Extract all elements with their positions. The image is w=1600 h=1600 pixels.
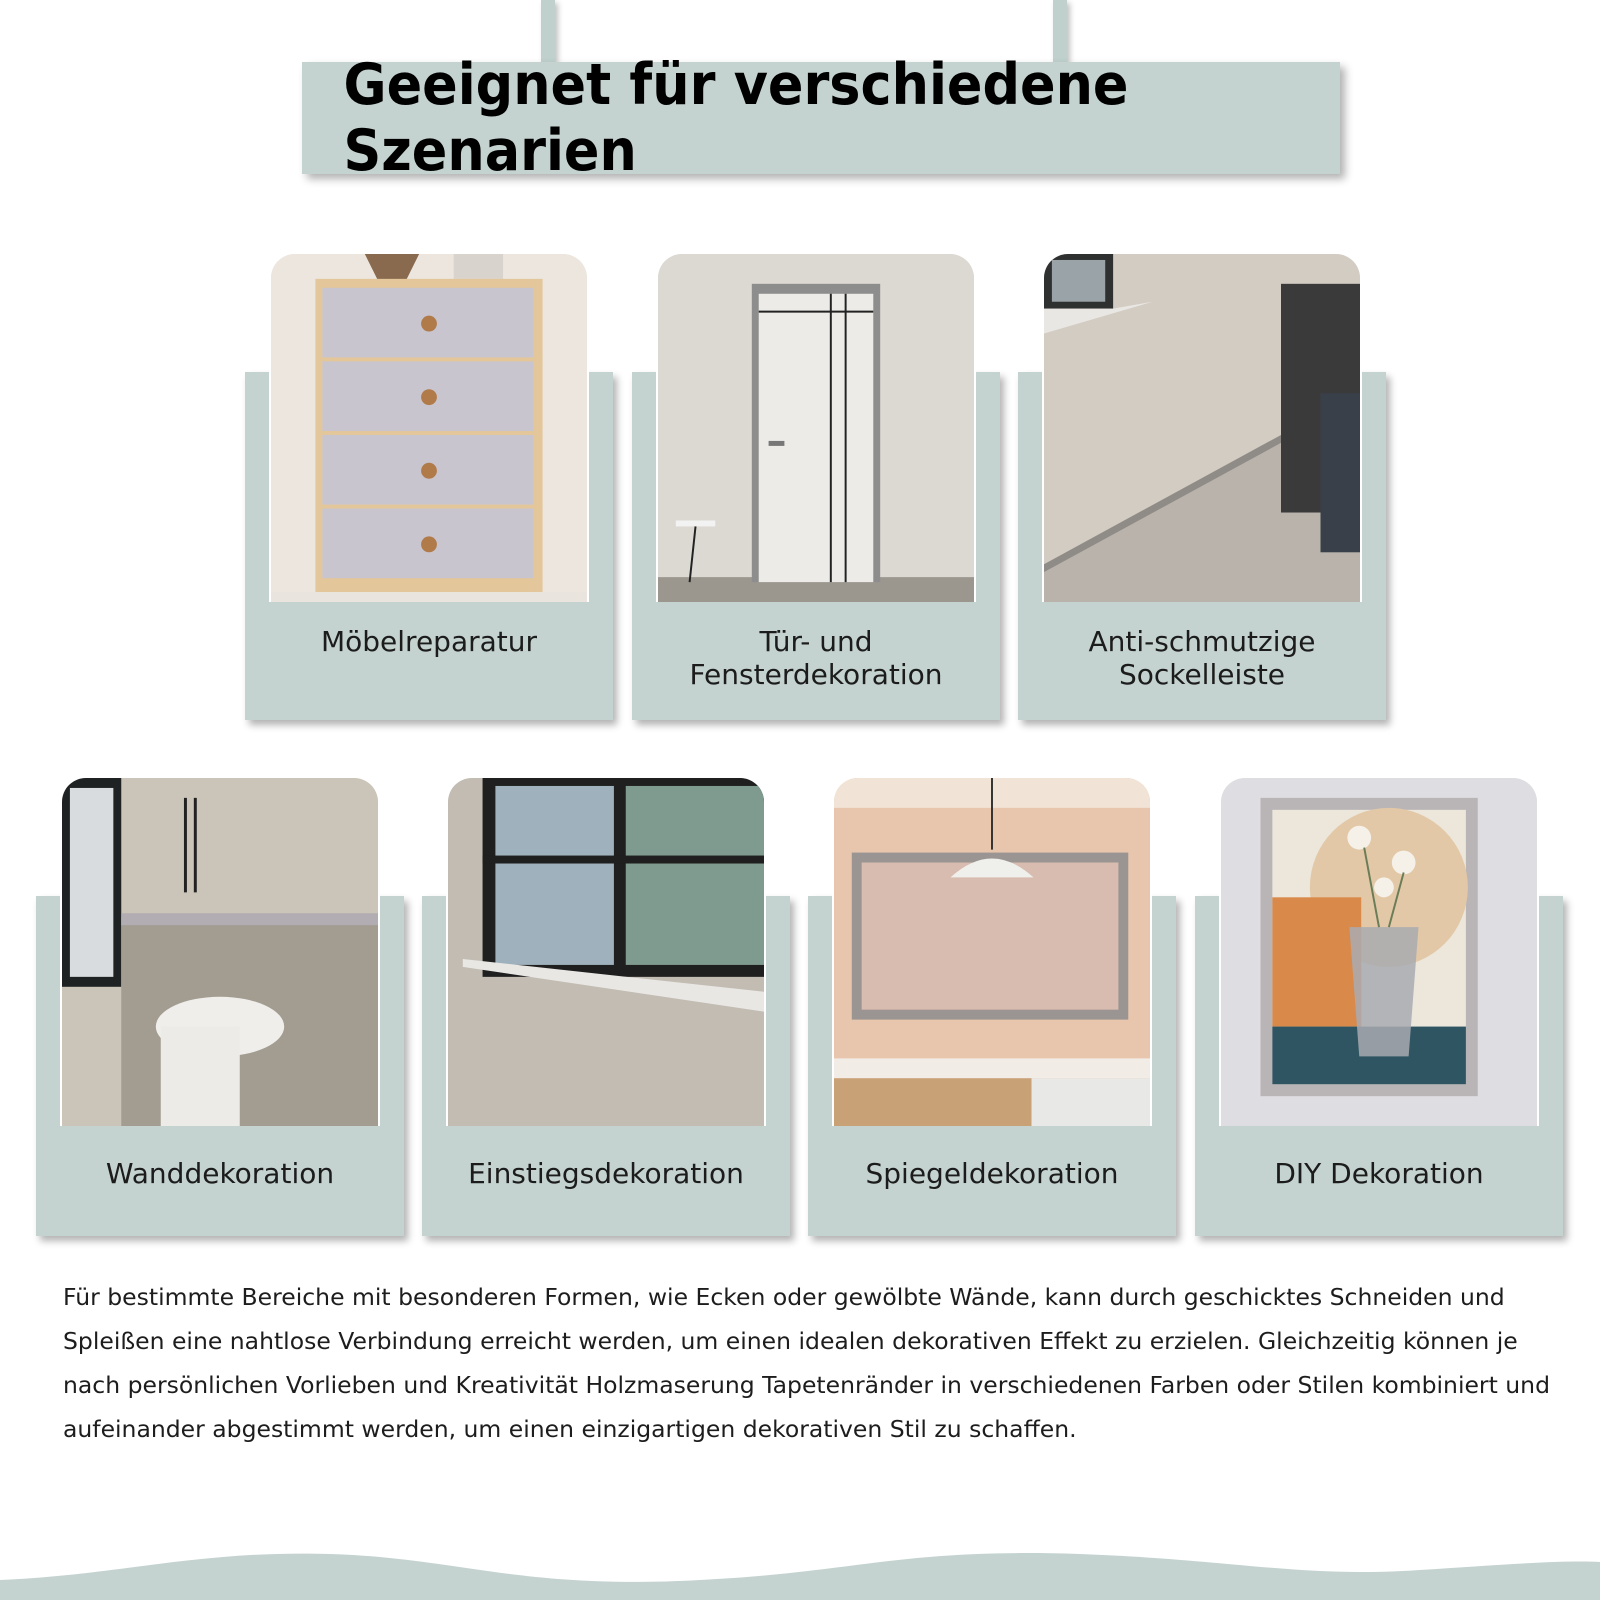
- description-paragraph: Für bestimmte Bereiche mit besonderen Formen, wie Ecken oder gewölbte Wände, kann durch geschicktes Schneiden und Spleißen eine nahtlose Verbindung erreicht werden, um einen idealen dekorativen Effekt zu erzielen. Gleichzeitig können je nach persönlichen Vorlieben und Kreativität Holzmaserung Tapetenränder in verschiedenen Farben oder Stilen kombiniert und aufeinander abgestimmt werden, um einen einzigartigen dekorativen Stil zu schaffen.: [63, 1283, 1550, 1443]
- scenario-label: Wanddekoration: [105, 1157, 335, 1190]
- bottom-wave-decoration: [0, 1520, 1600, 1600]
- scenario-label: Tür- und Fensterdekoration: [689, 625, 943, 691]
- scenario-card-baseboard: [1018, 252, 1386, 720]
- scenario-card-entry: [422, 776, 790, 1236]
- door-picture: [656, 252, 976, 602]
- scenario-label: DIY Dekoration: [1274, 1157, 1484, 1190]
- title-banner: [302, 52, 1340, 184]
- scenario-card-furniture: [245, 252, 613, 720]
- bathroom-wall-picture: [60, 776, 380, 1126]
- dresser-picture: [269, 252, 589, 602]
- scenario-label: Einstiegsdekoration: [468, 1157, 744, 1190]
- scenario-label: Möbelreparatur: [320, 625, 538, 658]
- baseboard-picture: [1042, 252, 1362, 602]
- window-sill-picture: [446, 776, 766, 1126]
- scenario-card-diy: [1195, 776, 1563, 1236]
- page-title: Geeignet für verschiedene Szenarien: [343, 52, 1129, 184]
- scenario-card-mirror: [808, 776, 1176, 1236]
- scenario-card-door-window: [632, 252, 1000, 720]
- scenario-label: Anti-schmutzige Sockelleiste: [1088, 625, 1316, 691]
- mirror-picture: [832, 776, 1152, 1126]
- framed-art-picture: [1219, 776, 1539, 1126]
- scenario-card-wall: [36, 776, 404, 1236]
- scenario-label: Spiegeldekoration: [865, 1157, 1119, 1190]
